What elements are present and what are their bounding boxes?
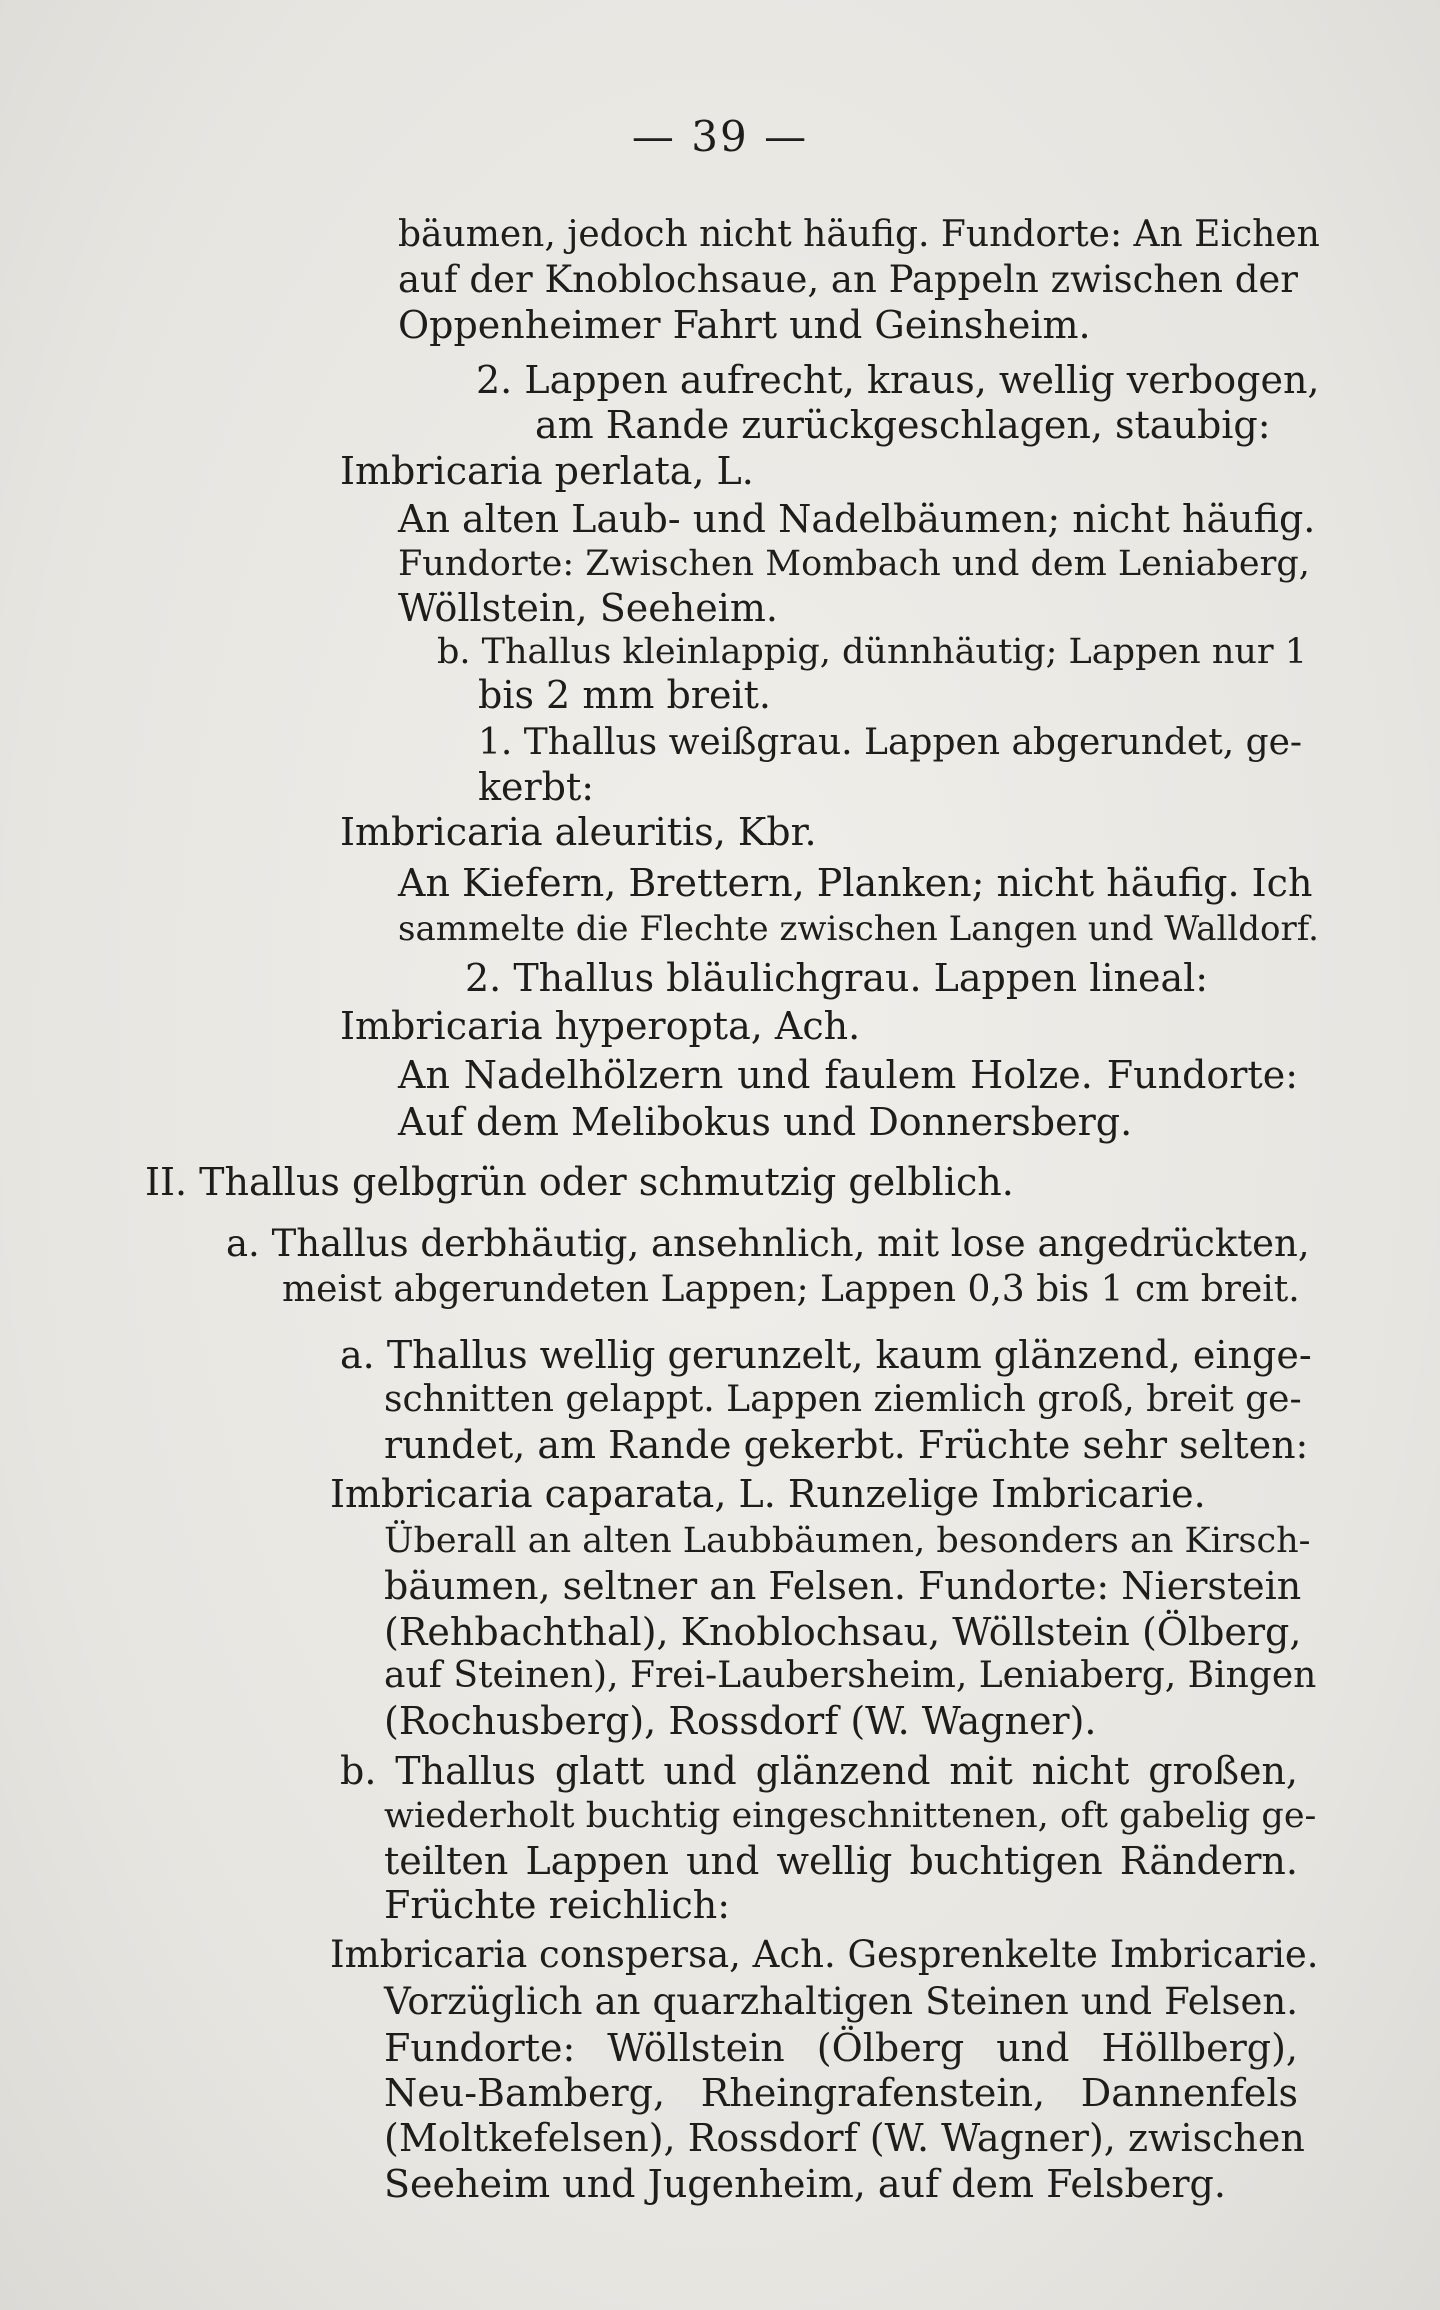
text-line: (Rehbachthal), Knoblochsau, Wöllstein (Ölberg, xyxy=(384,1610,1302,1654)
text-line: An Kiefern, Brettern, Planken; nicht häufig. Ich xyxy=(398,861,1313,905)
text-line: bäumen, seltner an Felsen. Fundorte: Nierstein xyxy=(384,1564,1302,1608)
text-line: Imbricaria hyperopta, Ach. xyxy=(340,1004,861,1048)
text-line: b. Thallus kleinlappig, dünnhäutig; Lappen nur 1 xyxy=(437,632,1308,672)
text-line: Imbricaria caparata, L. Runzelige Imbricarie. xyxy=(330,1472,1206,1516)
text-line: kerbt: xyxy=(478,765,595,809)
text-line: meist abgerundeten Lappen; Lappen 0,3 bis 1 cm breit. xyxy=(282,1269,1300,1310)
text-line: 2. Lappen aufrecht, kraus, wellig verbogen, xyxy=(476,358,1320,402)
page-number: — 39 — xyxy=(631,112,809,161)
text-line: wiederholt buchtig eingeschnittenen, oft gabelig ge- xyxy=(384,1796,1317,1836)
text-line: Fundorte: Zwischen Mombach und dem Leniaberg, xyxy=(398,544,1310,584)
text-line: schnitten gelappt. Lappen ziemlich groß, breit ge- xyxy=(384,1379,1302,1420)
text-line: bäumen, jedoch nicht häufig. Fundorte: An Eichen xyxy=(398,214,1320,255)
text-line: 2. Thallus bläulichgrau. Lappen lineal: xyxy=(465,956,1209,1000)
text-line: Fundorte: Wöllstein (Ölberg und Höllberg), xyxy=(384,2026,1298,2070)
text-line: An alten Laub- und Nadelbäumen; nicht häufig. xyxy=(398,497,1316,541)
text-line: bis 2 mm breit. xyxy=(478,673,771,717)
text-line: Oppenheimer Fahrt und Geinsheim. xyxy=(398,303,1091,347)
text-line: Früchte reichlich: xyxy=(384,1883,731,1927)
text-line: Auf dem Melibokus und Donnersberg. xyxy=(398,1100,1133,1144)
text-line: Vorzüglich an quarzhaltigen Steinen und Felsen. xyxy=(384,1980,1298,2023)
text-line: sammelte die Flechte zwischen Langen und Walldorf. xyxy=(398,909,1319,949)
text-line: Neu-Bamberg, Rheingrafenstein, Dannenfels xyxy=(384,2071,1298,2115)
text-line: a. Thallus wellig gerunzelt, kaum glänzend, einge- xyxy=(340,1333,1312,1377)
text-line: Imbricaria conspersa, Ach. Gesprenkelte Imbricarie. xyxy=(330,1933,1319,1976)
text-line: Wöllstein, Seeheim. xyxy=(398,586,778,630)
text-line: auf Steinen), Frei-Laubersheim, Leniaberg, Bingen xyxy=(384,1655,1317,1696)
text-line: a. Thallus derbhäutig, ansehnlich, mit lose angedrückten, xyxy=(226,1222,1310,1265)
text-line: b. Thallus glatt und glänzend mit nicht großen, xyxy=(340,1749,1298,1793)
section-heading: II. Thallus gelbgrün oder schmutzig gelblich. xyxy=(145,1160,1014,1204)
text-line: teilten Lappen und wellig buchtigen Rändern. xyxy=(384,1839,1298,1883)
text-line: An Nadelhölzern und faulem Holze. Fundorte: xyxy=(398,1053,1298,1097)
text-line: rundet, am Rande gekerbt. Früchte sehr selten: xyxy=(384,1423,1309,1467)
text-line: Imbricaria aleuritis, Kbr. xyxy=(340,810,817,854)
text-line: 1. Thallus weißgrau. Lappen abgerundet, ge- xyxy=(478,722,1303,763)
text-line: am Rande zurückgeschlagen, staubig: xyxy=(535,403,1271,447)
text-line: Imbricaria perlata, L. xyxy=(340,449,754,493)
text-line: Überall an alten Laubbäumen, besonders an Kirsch- xyxy=(384,1521,1311,1561)
text-line: (Rochusberg), Rossdorf (W. Wagner). xyxy=(384,1699,1097,1743)
text-line: auf der Knoblochsaue, an Pappeln zwischen der xyxy=(398,258,1298,301)
text-line: Seeheim und Jugenheim, auf dem Felsberg. xyxy=(384,2162,1226,2206)
text-line: (Moltkefelsen), Rossdorf (W. Wagner), zwischen xyxy=(384,2116,1305,2160)
